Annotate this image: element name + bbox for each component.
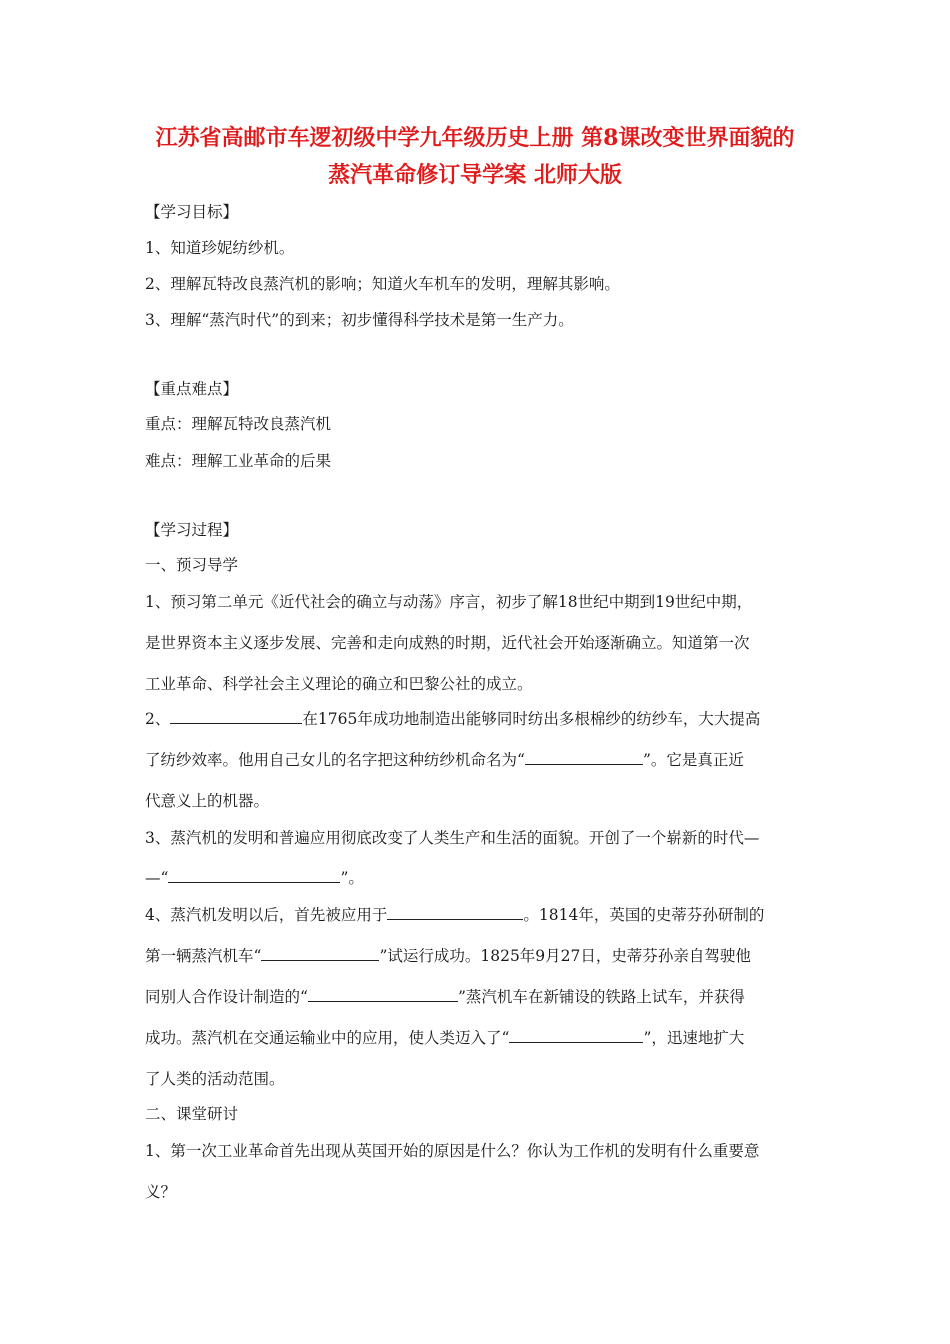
q4-blank-first-locomotive[interactable]: [261, 946, 379, 961]
q3-line-2: [145, 867, 364, 889]
q4-line-2-prefix: 第一辆蒸汽机车“: [145, 947, 262, 965]
q4-line-3: [145, 986, 745, 1008]
q3-blank-era[interactable]: [168, 868, 340, 883]
q3-line-2-suffix: ”。: [340, 869, 364, 887]
q2-line-2-suffix: ”。它是真正近: [642, 751, 744, 769]
keypoints-heading: 【重点难点】: [145, 380, 239, 398]
q2-line-1-suffix: 在1765年成功地制造出能够同时纺出多根棉纱的纺纱车，大大提高: [302, 710, 761, 728]
objective-item-3: 3、理解“蒸汽时代”的到来；初步懂得科学技术是第一生产力。: [145, 311, 574, 329]
q1-line-2: 是世界资本主义逐步发展、完善和走向成熟的时期，近代社会开始逐渐确立。知道第一次: [145, 634, 750, 652]
q4-blank-age[interactable]: [509, 1028, 643, 1043]
q4-line-4-suffix: ”，迅速地扩大: [643, 1029, 745, 1047]
q4-line-1-prefix: 4、蒸汽机发明以后，首先被应用于: [145, 906, 388, 924]
keypoint-focus: 重点：理解瓦特改良蒸汽机: [145, 415, 332, 433]
objective-item-2: 2、理解瓦特改良蒸汽机的影响；知道火车机车的发明，理解其影响。: [145, 275, 620, 293]
section-2-heading: 二、课堂研讨: [145, 1105, 239, 1123]
q3-line-2-prefix: —“: [145, 869, 169, 887]
q4-blank-industry[interactable]: [387, 905, 523, 920]
q4-line-4: [145, 1027, 744, 1049]
q1-line-1: 1、预习第二单元《近代社会的确立与动荡》序言，初步了解18世纪中期到19世纪中期，: [145, 593, 753, 611]
q4-line-3-suffix: ”蒸汽机车在新铺设的铁路上试车，并获得: [457, 988, 745, 1006]
q4-line-3-prefix: 同别人合作设计制造的“: [145, 988, 308, 1006]
q4-line-2: [145, 945, 751, 967]
q2-line-1: [145, 708, 760, 730]
objective-item-1: 1、知道珍妮纺纱机。: [145, 239, 295, 257]
q4-line-2-suffix: ”试运行成功。1825年9月27日，史蒂芬孙亲自驾驶他: [379, 947, 751, 965]
q4-line-1-suffix: 。1814年，英国的史蒂芬孙研制的: [523, 906, 765, 924]
keypoint-difficulty: 难点：理解工业革命的后果: [145, 452, 332, 470]
q2-prefix: 2、: [145, 710, 171, 728]
r1-line-1: 1、第一次工业革命首先出现从英国开始的原因是什么？你认为工作机的发明有什么重要意: [145, 1142, 760, 1160]
q2-line-3: 代意义上的机器。: [145, 792, 270, 810]
q3-line-1: 3、蒸汽机的发明和普遍应用彻底改变了人类生产和生活的面貌。开创了一个崭新的时代—: [145, 829, 760, 847]
document-title-line-1: 江苏省高邮市车逻初级中学九年级历史上册 第8课改变世界面貌的: [155, 125, 795, 151]
q1-line-3: 工业革命、科学社会主义理论的确立和巴黎公社的成立。: [145, 675, 533, 693]
q2-blank-inventor[interactable]: [170, 709, 302, 724]
q4-blank-locomotive-name[interactable]: [308, 987, 458, 1002]
document-title-line-2: 蒸汽革命修订导学案 北师大版: [328, 162, 622, 188]
q4-line-4-prefix: 成功。蒸汽机在交通运输业中的应用，使人类迈入了“: [145, 1029, 510, 1047]
q2-line-2-prefix: 了纺纱效率。他用自己女儿的名字把这种纺纱机命名为“: [145, 751, 525, 769]
q2-blank-machine-name[interactable]: [525, 750, 643, 765]
r1-line-2: 义？: [145, 1183, 177, 1201]
section-1-heading: 一、预习导学: [145, 556, 239, 574]
q4-line-5: 了人类的活动范围。: [145, 1070, 285, 1088]
q2-line-2: [145, 749, 744, 771]
objectives-heading: 【学习目标】: [145, 203, 239, 221]
q4-line-1: [145, 904, 764, 926]
process-heading: 【学习过程】: [145, 521, 239, 539]
